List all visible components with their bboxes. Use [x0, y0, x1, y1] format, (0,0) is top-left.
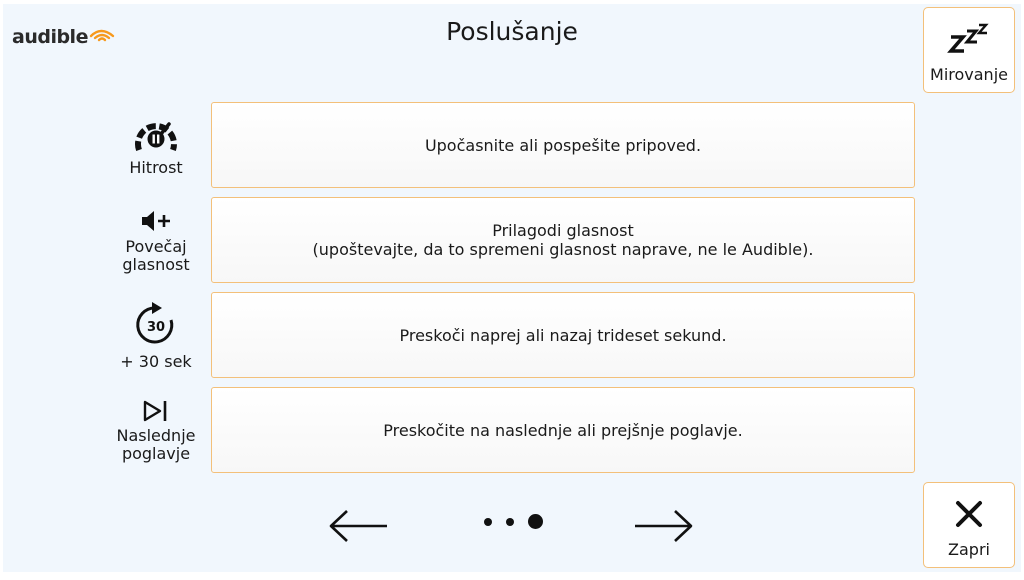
- row-icon-col: [106, 292, 206, 380]
- arrow-left-icon: [327, 508, 389, 544]
- page-dot: [484, 518, 492, 526]
- volume-up-icon: [140, 208, 172, 234]
- volume-description-button[interactable]: Prilagodi glasnost (upoštevajte, da to spremeni glasnost naprave, ne le Audible).: [211, 197, 915, 283]
- sleep-button[interactable]: [923, 7, 1015, 93]
- row-label: Naslednje poglavje: [116, 426, 196, 463]
- page-dot: [506, 518, 514, 526]
- row-volume: [3, 197, 923, 285]
- speed-description-button[interactable]: Upočasnite ali pospešite pripoved.: [211, 102, 915, 188]
- page-title: Poslušanje: [446, 17, 578, 46]
- previous-page-button[interactable]: [325, 506, 391, 546]
- logo-text: audible: [12, 26, 88, 48]
- row-icon-col: [106, 102, 206, 190]
- sleep-label: Mirovanje: [930, 65, 1008, 84]
- row-icon-col: [106, 197, 206, 285]
- next-chapter-icon: [142, 399, 170, 423]
- skip-30-description-button[interactable]: Preskoči naprej ali nazaj trideset sekund.: [211, 292, 915, 378]
- skip-forward-30-icon: [134, 301, 178, 347]
- next-chapter-description-button[interactable]: Preskočite na naslednje ali prejšnje poglavje.: [211, 387, 915, 473]
- help-screen: [3, 4, 1021, 572]
- zzz-icon: [947, 22, 991, 56]
- row-label: Hitrost: [129, 158, 183, 177]
- row-icon-col: [106, 387, 206, 475]
- close-button[interactable]: [923, 482, 1015, 568]
- next-page-button[interactable]: [631, 506, 697, 546]
- row-label: Povečaj glasnost: [122, 237, 190, 274]
- row-speed: [3, 102, 923, 190]
- pager: [3, 504, 1021, 548]
- row-label: + 30 sek: [120, 352, 192, 371]
- page-indicator: [484, 514, 543, 529]
- row-next-chapter: [3, 387, 923, 475]
- page-dot-active: [528, 514, 543, 529]
- row-skip-30: [3, 292, 923, 380]
- close-icon: [955, 497, 983, 531]
- arrow-right-icon: [633, 508, 695, 544]
- skip-icon-number: 30: [146, 320, 166, 335]
- close-label: Zapri: [948, 540, 990, 559]
- speedometer-icon: [132, 115, 180, 157]
